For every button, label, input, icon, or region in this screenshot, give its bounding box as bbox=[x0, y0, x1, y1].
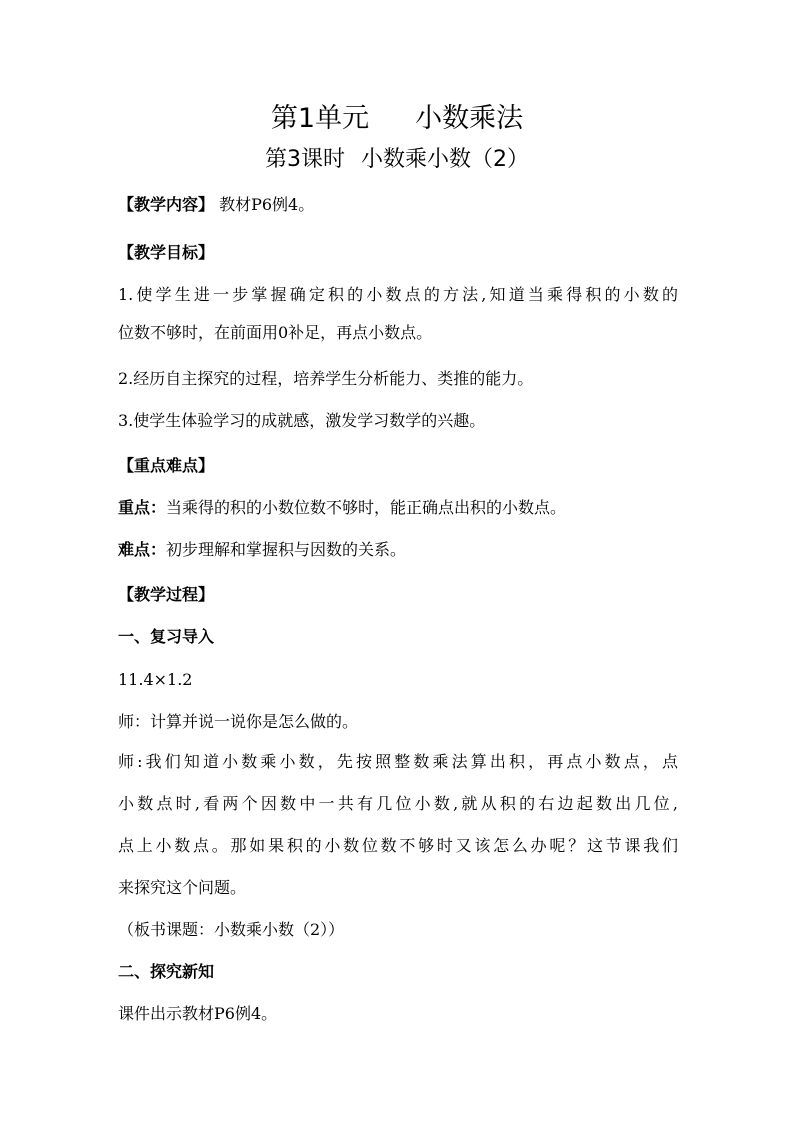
teacher-prompt-2-line-1: 师:我们知道小数乘小数，先按照整数乘法算出积，再点小数点，点 bbox=[118, 752, 678, 771]
lesson-topic: 小数乘小数（2） bbox=[361, 147, 529, 172]
goal-item-1-line-1: 1.使学生进一步掌握确定积的小数点的方法,知道当乘得积的小数的 bbox=[118, 285, 678, 304]
teacher-prompt-1: 师：计算并说一说你是怎么做的。 bbox=[118, 712, 359, 731]
difficulty-label: 难点： bbox=[118, 540, 167, 559]
document-title bbox=[0, 100, 794, 138]
teacher-prompt-2-line-3: 点上小数点。那如果积的小数位数不够时又该怎么办呢？这节课我们 bbox=[118, 836, 678, 855]
unit-topic: 小数乘法 bbox=[415, 103, 524, 134]
goal-item-3: 3.使学生体验学习的成就感，激发学习数学的兴趣。 bbox=[118, 411, 486, 430]
key-difficulty-heading: 【重点难点】 bbox=[118, 456, 215, 475]
goal-item-2: 2.经历自主探究的过程，培养学生分析能力、类推的能力。 bbox=[118, 369, 534, 388]
lesson-subtitle bbox=[0, 144, 794, 176]
lesson-label: 第3课时 bbox=[265, 147, 345, 172]
teacher-prompt-2-line-2: 小数点时,看两个因数中一共有几位小数,就从积的右边起数出几位, bbox=[118, 794, 678, 813]
teaching-process-heading: 【教学过程】 bbox=[118, 585, 215, 604]
courseware-note: 课件出示教材P6例4。 bbox=[118, 1004, 278, 1023]
teaching-content-text: 教材P6例4。 bbox=[219, 195, 315, 214]
key-point-label: 重点： bbox=[118, 498, 167, 517]
difficulty-text: 初步理解和掌握积与因数的关系。 bbox=[166, 540, 407, 559]
goal-item-1-line-2: 位数不够时，在前面用0补足，再点小数点。 bbox=[118, 323, 433, 342]
teacher-prompt-2-line-4: 来探究这个问题。 bbox=[118, 878, 247, 897]
teaching-content-label: 【教学内容】 bbox=[118, 195, 215, 214]
review-expression: 11.4×1.2 bbox=[118, 670, 193, 689]
section-explore-heading: 二、探究新知 bbox=[118, 962, 215, 981]
key-point-text: 当乘得的积的小数位数不够时，能正确点出积的小数点。 bbox=[166, 498, 567, 517]
difficulty-line bbox=[118, 538, 678, 562]
teaching-goals-heading: 【教学目标】 bbox=[118, 243, 215, 262]
teaching-content-line bbox=[118, 193, 678, 217]
board-title-note: （板书课题：小数乘小数（2）） bbox=[118, 920, 345, 939]
section-review-heading: 一、复习导入 bbox=[118, 627, 215, 646]
key-point-line bbox=[118, 496, 678, 520]
unit-label: 第1单元 bbox=[270, 103, 370, 134]
